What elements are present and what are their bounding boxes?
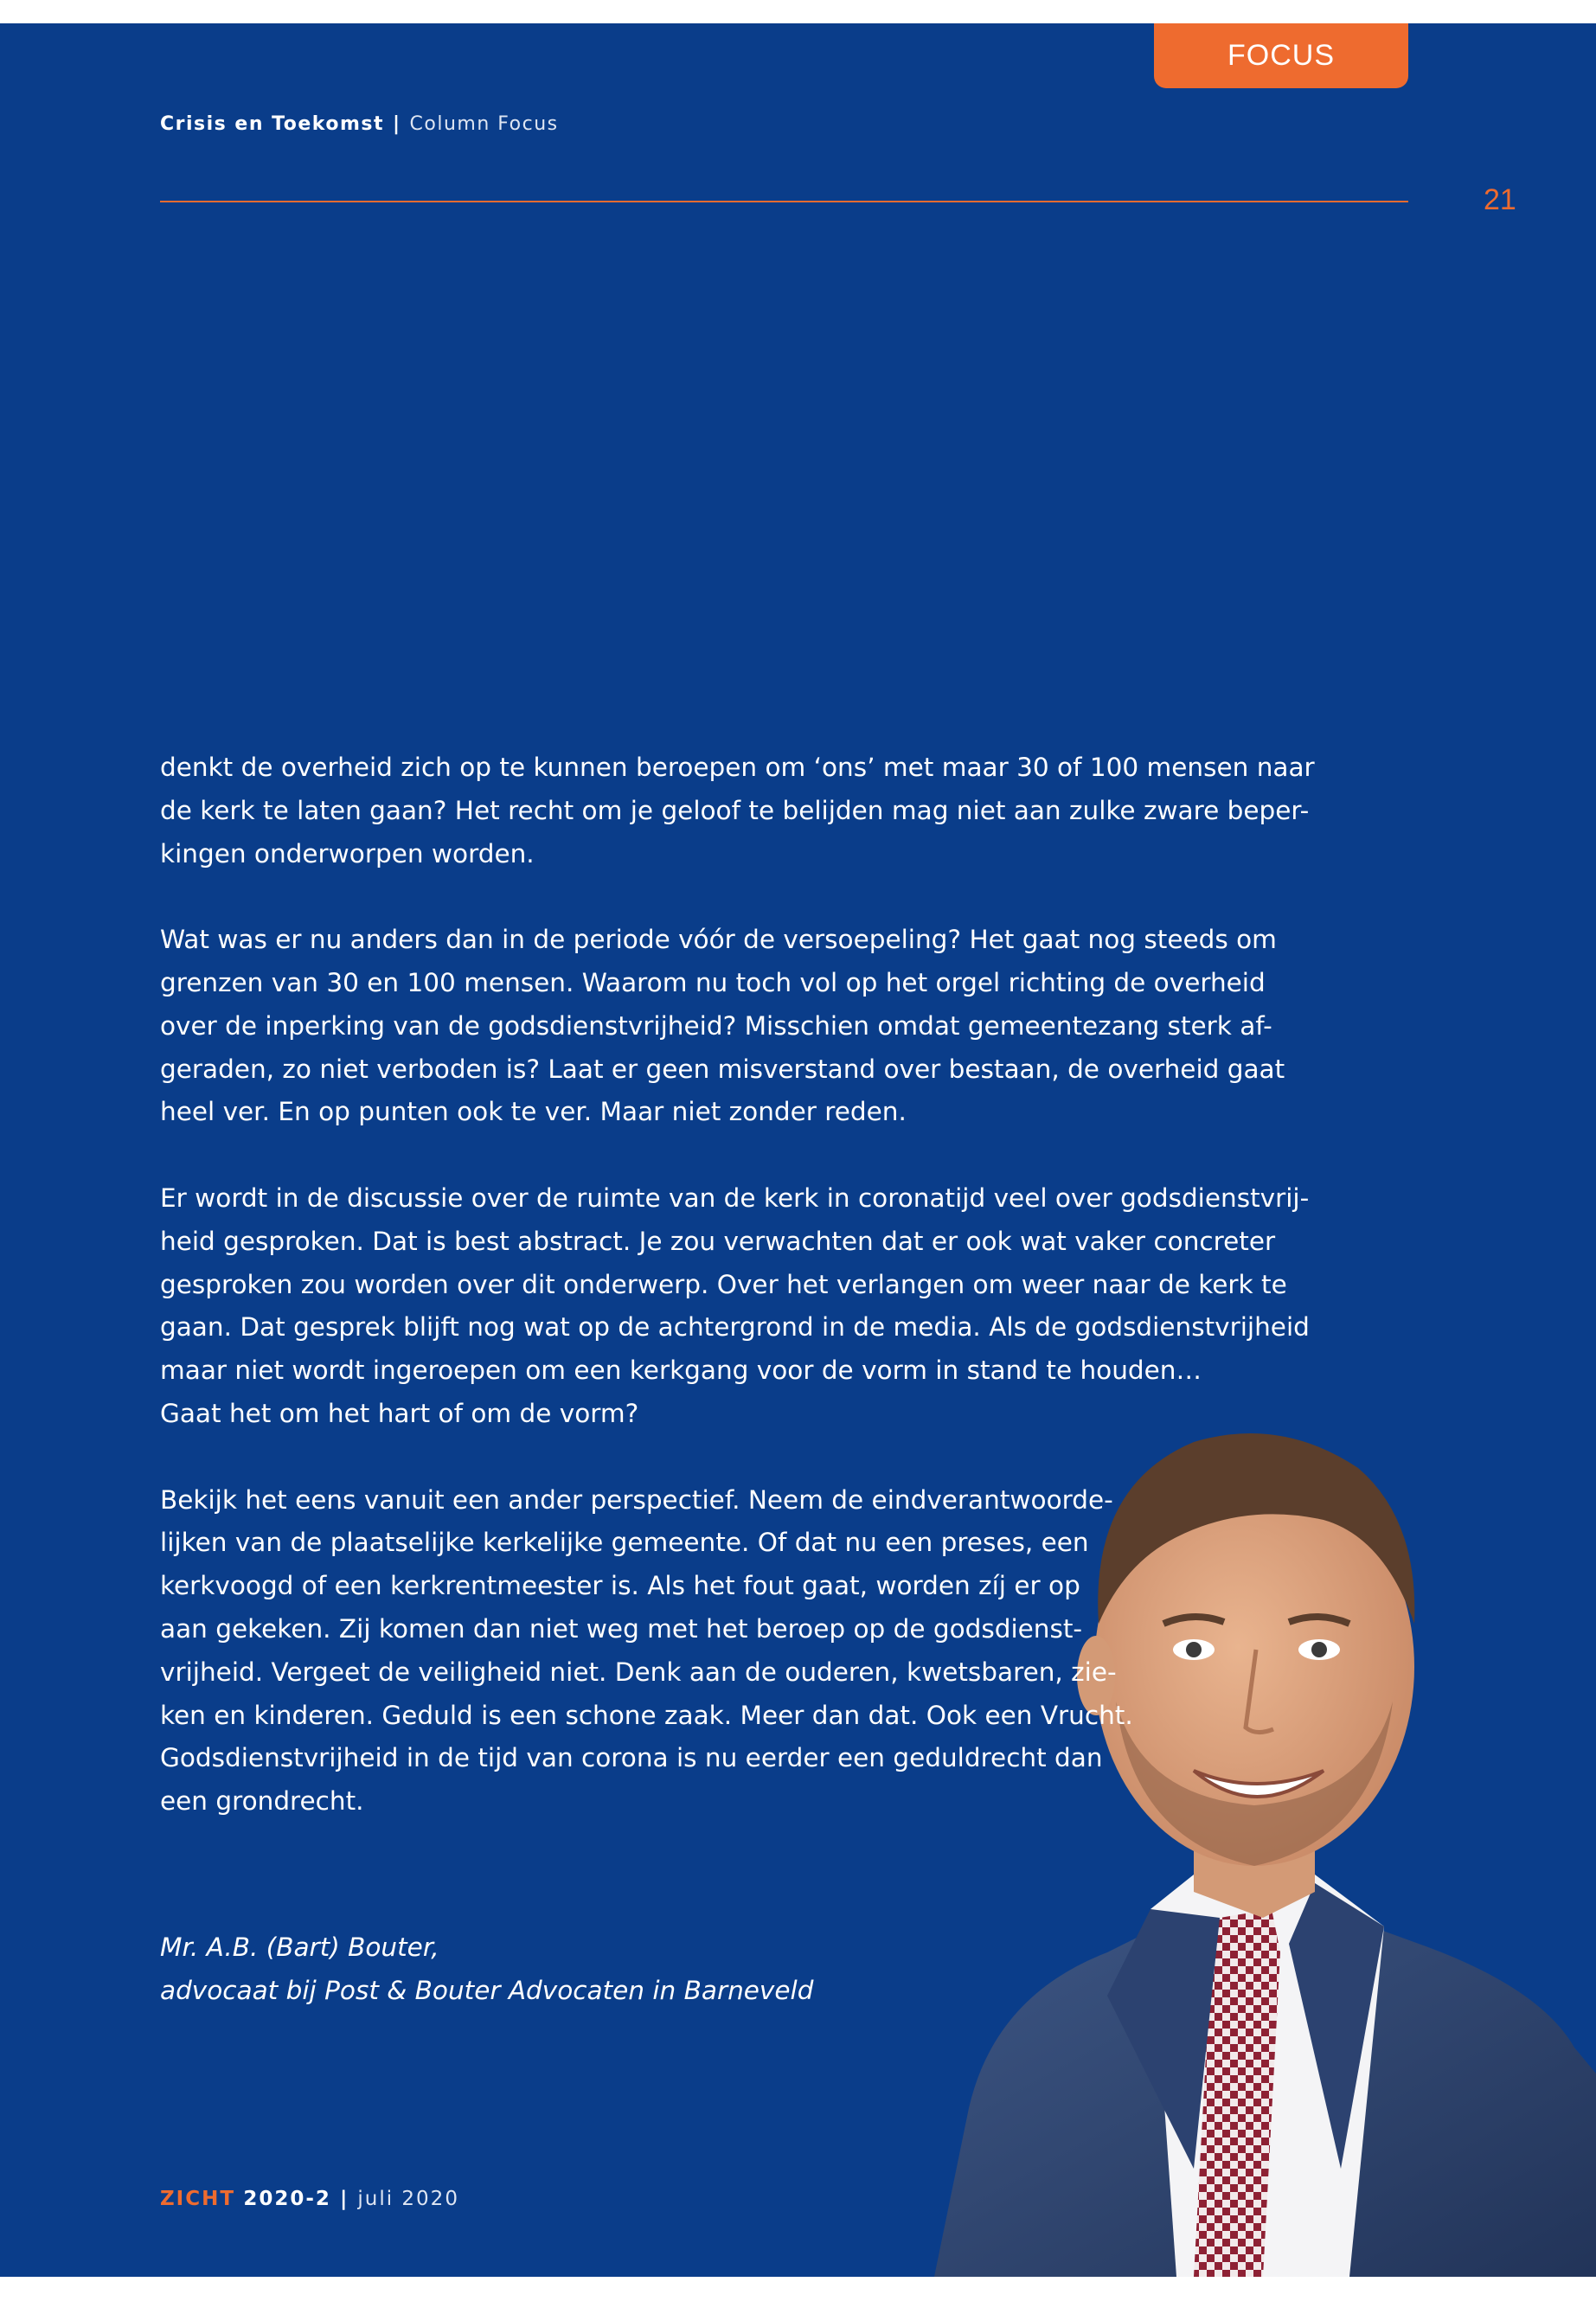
section-tab-label: FOCUS	[1227, 39, 1335, 72]
author-name: Mr. A.B. (Bart) Bouter,	[160, 1932, 439, 1962]
article-body	[160, 747, 1315, 1867]
text-line: over de inperking van de godsdienstvrijheid? Misschien omdat gemeentezang sterk af-	[160, 1010, 1272, 1041]
page	[0, 23, 1596, 2277]
author-signature	[160, 1926, 813, 2012]
text-line: de kerk te laten gaan? Het recht om je geloof te belijden mag niet aan zulke zware beper-	[160, 795, 1310, 825]
text-line: Bekijk het eens vanuit een ander perspectief. Neem de eindverantwoorde-	[160, 1484, 1113, 1515]
text-line: maar niet wordt ingeroepen om een kerkgang voor de vorm in stand te houden…	[160, 1356, 1202, 1386]
breadcrumb-sub: Column Focus	[409, 113, 559, 135]
footer-date: juli 2020	[357, 2188, 459, 2210]
text-line: kerkvoogd of een kerkrentmeester is. Als het fout gaat, worden zíj er op	[160, 1571, 1080, 1601]
paragraph	[160, 919, 1315, 1134]
text-line: Er wordt in de discussie over de ruimte van de kerk in coronatijd veel over godsdienstvrij-	[160, 1183, 1310, 1213]
text-line: ken en kinderen. Geduld is een schone zaak. Meer dan dat. Ook een Vrucht.	[160, 1700, 1133, 1730]
header-rule	[160, 201, 1408, 202]
text-line: gaan. Dat gesprek blijft nog wat op de achtergrond in de media. Als de godsdienstvrijheid	[160, 1312, 1310, 1343]
breadcrumb-main: Crisis en Toekomst	[160, 113, 384, 135]
footer-issue: 2020-2	[243, 2188, 331, 2210]
text-line: heid gesproken. Dat is best abstract. Je zou verwachten dat er ook wat vaker concreter	[160, 1226, 1276, 1256]
page-number: 21	[1484, 183, 1516, 216]
paragraph	[160, 747, 1315, 875]
footer-separator: |	[339, 2188, 349, 2210]
text-line: Gaat het om het hart of om de vorm?	[160, 1398, 639, 1428]
text-line: denkt de overheid zich op te kunnen beroepen om ‘ons’ met maar 30 of 100 mensen naar	[160, 753, 1315, 782]
footer-brand: ZICHT	[160, 2188, 236, 2210]
text-line: gesproken zou worden over dit onderwerp. Over het verlangen om weer naar de kerk te	[160, 1269, 1287, 1299]
paragraph	[160, 1479, 1315, 1823]
text-line: geraden, zo niet verboden is? Laat er geen misverstand over bestaan, de overheid gaat	[160, 1054, 1285, 1084]
author-role: advocaat bij Post & Bouter Advocaten in Barneveld	[160, 1976, 814, 2005]
text-line: heel ver. En op punten ook te ver. Maar niet zonder reden.	[160, 1097, 907, 1127]
text-line: lijken van de plaatselijke kerkelijke gemeente. Of dat nu een preses, een	[160, 1528, 1089, 1558]
breadcrumb-separator: |	[392, 113, 401, 135]
text-line: aan gekeken. Zij komen dan niet weg met het beroep op de godsdienst-	[160, 1613, 1083, 1644]
text-line: Wat was er nu anders dan in de periode vóór de versoepeling? Het gaat nog steeds om	[160, 925, 1277, 955]
text-line: grenzen van 30 en 100 mensen. Waarom nu toch vol op het orgel richting de overheid	[160, 967, 1266, 997]
breadcrumb	[160, 113, 559, 135]
text-line: kingen onderworpen worden.	[160, 838, 535, 868]
paragraph	[160, 1177, 1315, 1436]
text-line: vrijheid. Vergeet de veiligheid niet. Denk aan de ouderen, kwetsbaren, zie-	[160, 1657, 1117, 1687]
text-line: een grondrecht.	[160, 1786, 364, 1817]
footer	[160, 2188, 459, 2210]
text-line: Godsdienstvrijheid in de tijd van corona is nu eerder een geduldrecht dan	[160, 1743, 1103, 1773]
section-tab	[1154, 23, 1408, 88]
